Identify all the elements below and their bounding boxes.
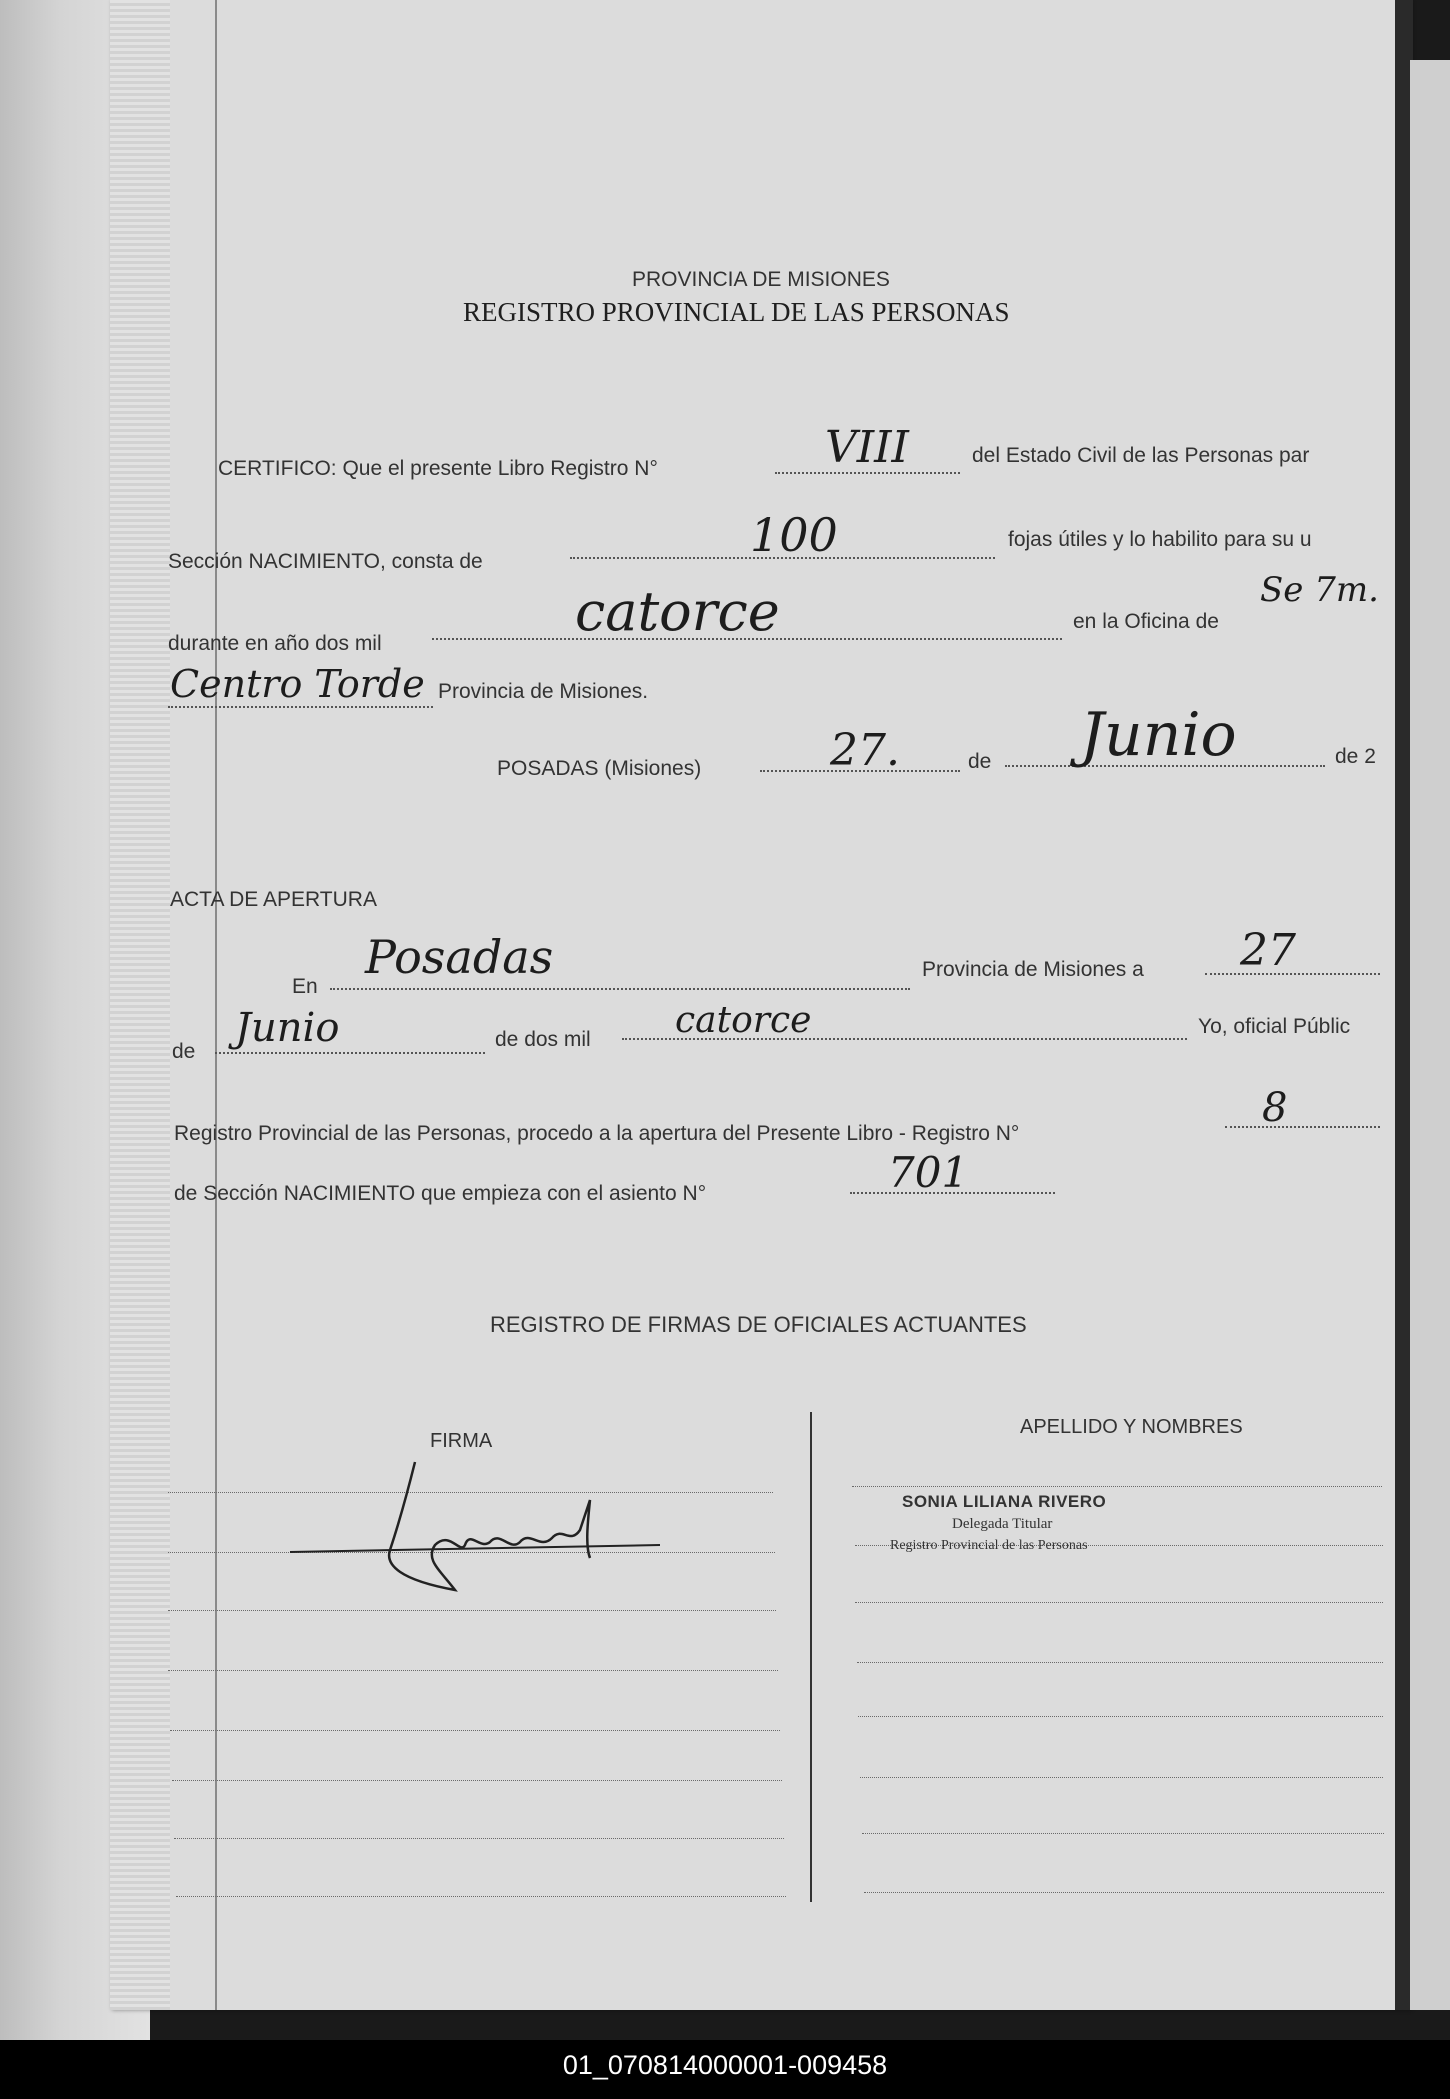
next-page-edge xyxy=(1410,60,1450,2010)
acta-asiento-number: 701 xyxy=(888,1148,969,1197)
col-firma-header: FIRMA xyxy=(430,1430,493,1452)
file-id: 01_070814000001-009458 xyxy=(562,2050,888,2080)
name-line xyxy=(862,1833,1384,1834)
acta-dosmil-label: de dos mil xyxy=(495,1028,591,1051)
cert-month: Junio xyxy=(1080,700,1237,770)
cert-line4-dots xyxy=(168,706,433,708)
name-line xyxy=(852,1486,1382,1487)
cert-line1-prefix: CERTIFICO: Que el presente Libro Registro N° xyxy=(218,457,658,480)
stamp-name: SONIA LILIANA RIVERO xyxy=(902,1492,1107,1511)
scan-footer xyxy=(0,2040,1450,2099)
acta-year: catorce xyxy=(675,1000,812,1041)
firma-line xyxy=(174,1838,784,1839)
acta-title: ACTA DE APERTURA xyxy=(170,888,377,911)
cert-year-word: catorce xyxy=(575,580,780,643)
firma-line xyxy=(172,1780,782,1781)
cert-line4-suffix: Provincia de Misiones. xyxy=(438,680,649,703)
firma-line xyxy=(168,1610,776,1611)
acta-en-label: En xyxy=(292,975,318,998)
acta-province-label: Provincia de Misiones a xyxy=(922,958,1144,981)
cert-place-de: de xyxy=(968,750,992,773)
cert-book-number: VIII xyxy=(825,422,909,473)
name-line xyxy=(864,1892,1384,1893)
binding-perforation xyxy=(110,0,170,2010)
name-line xyxy=(855,1602,1383,1603)
name-line xyxy=(860,1777,1383,1778)
stamp-role: Delegada Titular xyxy=(952,1516,1053,1532)
acta-day: 27 xyxy=(1240,925,1296,976)
stamp-org: Registro Provincial de las Personas xyxy=(890,1538,1088,1553)
acta-registro-dots xyxy=(1225,1126,1380,1128)
acta-registro-text: Registro Provincial de las Personas, procedo a la apertura del Presente Libro - Registro N° xyxy=(174,1122,1020,1145)
cert-line3-prefix: durante en año dos mil xyxy=(168,632,382,655)
firma-line xyxy=(168,1670,778,1671)
col-apellido-header: APELLIDO Y NOMBRES xyxy=(1020,1416,1243,1438)
name-line xyxy=(858,1716,1383,1717)
header-registry: REGISTRO PROVINCIAL DE LAS PERSONAS xyxy=(463,297,1010,327)
acta-month-dots xyxy=(215,1052,485,1054)
acta-yo-label: Yo, oficial Públic xyxy=(1198,1015,1351,1038)
cert-line2-prefix: Sección NACIMIENTO, consta de xyxy=(168,550,483,573)
cert-day: 27. xyxy=(830,725,900,776)
columns-divider xyxy=(810,1412,812,1902)
acta-city: Posadas xyxy=(365,930,554,984)
firma-line xyxy=(176,1896,786,1897)
cert-line3-suffix: en la Oficina de xyxy=(1073,610,1219,633)
acta-month: Junio xyxy=(235,1005,340,1051)
acta-seccion-text: de Sección NACIMIENTO que empieza con el asiento N° xyxy=(174,1182,707,1205)
cert-office-name: Centro Torde xyxy=(170,662,425,706)
cert-place-prefix: POSADAS (Misiones) xyxy=(497,757,702,780)
cert-place-suffix: de 2 xyxy=(1335,745,1376,768)
acta-registro-number: 8 xyxy=(1262,1085,1288,1131)
handwritten-signature xyxy=(290,1450,670,1600)
cert-line1-suffix: del Estado Civil de las Personas par xyxy=(972,444,1310,467)
firma-line xyxy=(170,1730,780,1731)
cert-office: Se 7m. xyxy=(1260,570,1379,610)
margin-line xyxy=(215,0,217,2010)
firmas-title: REGISTRO DE FIRMAS DE OFICIALES ACTUANTES xyxy=(490,1312,1027,1337)
header-province: PROVINCIA DE MISIONES xyxy=(632,268,890,291)
name-line xyxy=(857,1662,1383,1663)
acta-de-label: de xyxy=(172,1040,196,1063)
cert-pages-count: 100 xyxy=(750,508,838,562)
acta-en-dots xyxy=(330,988,910,990)
cert-line2-suffix: fojas útiles y lo habilito para su u xyxy=(1008,528,1312,551)
